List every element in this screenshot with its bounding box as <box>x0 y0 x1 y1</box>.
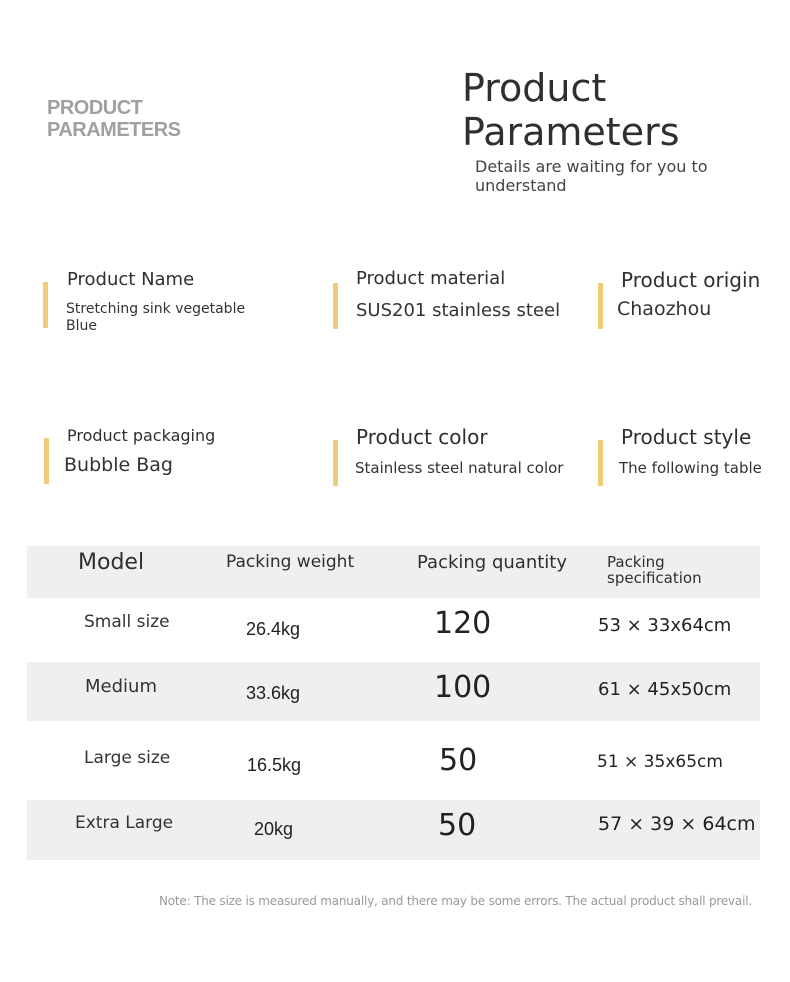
accent-bar <box>44 438 49 484</box>
page-subtitle: Details are waiting for you to understand <box>475 157 708 195</box>
header-model: Model <box>78 550 145 575</box>
row-model: Medium <box>85 676 157 697</box>
footnote: Note: The size is measured manually, and there may be some errors. The actual product shall prevail. <box>159 894 752 908</box>
accent-bar <box>43 282 48 328</box>
page-title <box>462 66 680 154</box>
page-title-line2: Parameters <box>462 110 680 154</box>
spec-value: Chaozhou <box>617 298 712 320</box>
row-spec: 51 × 35x65cm <box>597 752 723 772</box>
page-title-line1: Product <box>462 66 607 110</box>
header-weight: Packing weight <box>226 552 355 572</box>
spec-value: SUS201 stainless steel <box>356 300 561 321</box>
row-weight: 16.5kg <box>247 755 302 775</box>
row-spec: 57 × 39 × 64cm <box>598 813 756 835</box>
section-label-line2: PARAMETERS <box>47 119 181 141</box>
spec-product-material <box>333 268 583 343</box>
accent-bar <box>598 440 603 486</box>
spec-value: The following table <box>619 459 762 477</box>
section-label <box>47 97 181 141</box>
spec-label: Product packaging <box>67 426 216 445</box>
section-label-line1: PRODUCT <box>47 97 143 119</box>
spec-value: Stainless steel natural color <box>355 459 564 477</box>
spec-label: Product material <box>356 268 506 289</box>
accent-bar <box>598 283 603 329</box>
row-quantity: 120 <box>434 606 492 641</box>
header-spec <box>607 554 702 586</box>
spec-label: Product origin <box>621 268 761 292</box>
row-weight: 26.4kg <box>246 619 301 639</box>
header-spec-line1: Packing <box>607 553 665 571</box>
row-model: Extra Large <box>75 813 174 833</box>
spec-value: Stretching sink vegetable <box>66 301 246 317</box>
row-model: Small size <box>84 612 170 632</box>
spec-product-name <box>43 269 303 342</box>
spec-value: Bubble Bag <box>64 454 173 476</box>
accent-bar <box>333 283 338 329</box>
spec-value-line2: Blue <box>66 318 97 334</box>
row-spec: 61 × 45x50cm <box>598 679 732 700</box>
row-weight: 20kg <box>254 819 294 839</box>
spec-product-packaging <box>44 426 304 498</box>
spec-label: Product style <box>621 425 752 449</box>
row-quantity: 50 <box>439 743 478 778</box>
row-weight: 33.6kg <box>246 683 301 703</box>
spec-label: Product color <box>356 425 488 449</box>
spec-product-color <box>333 425 583 500</box>
accent-bar <box>333 440 338 486</box>
header-spec-line2: specification <box>607 569 702 587</box>
row-model: Large size <box>84 748 171 768</box>
spec-product-style <box>598 425 783 500</box>
row-quantity: 100 <box>434 670 492 705</box>
row-spec: 53 × 33x64cm <box>598 615 732 636</box>
header-quantity: Packing quantity <box>417 552 567 573</box>
row-quantity: 50 <box>438 808 477 843</box>
spec-label: Product Name <box>67 269 195 290</box>
spec-product-origin <box>598 268 778 343</box>
